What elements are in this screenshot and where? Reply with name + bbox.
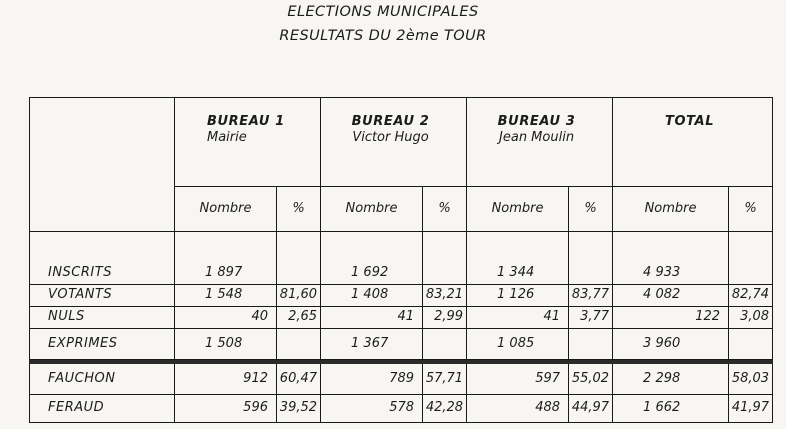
cell-value: 122 <box>613 307 729 329</box>
table-row-nuls <box>30 307 773 329</box>
bureau-2-name: BUREAU 2 <box>351 114 430 129</box>
cell-value: 1 692 <box>321 232 423 285</box>
bureau-3-place: Jean Moulin <box>499 130 575 146</box>
cell-pct: 44,97 <box>569 395 613 423</box>
cell-pct <box>423 232 467 285</box>
cell-value: 4 933 <box>613 232 729 285</box>
bureau-2-header <box>321 98 467 187</box>
cell-pct <box>423 329 467 360</box>
bureau-3-header <box>467 98 613 187</box>
cell-pct <box>569 232 613 285</box>
cell-pct: 83,21 <box>423 285 467 307</box>
cell-value: 597 <box>467 364 569 395</box>
bureau-2-place: Victor Hugo <box>352 130 429 146</box>
cell-value: 596 <box>175 395 277 423</box>
col-nombre-2: Nombre <box>321 187 423 232</box>
cell-pct: 81,60 <box>277 285 321 307</box>
cell-pct: 57,71 <box>423 364 467 395</box>
table-row-feraud <box>30 395 773 423</box>
total-header <box>613 98 773 187</box>
cell-value: 41 <box>467 307 569 329</box>
cell-pct <box>277 329 321 360</box>
cell-value: 1 344 <box>467 232 569 285</box>
cell-pct: 3,08 <box>729 307 773 329</box>
row-label: VOTANTS <box>30 285 175 307</box>
col-nombre-3: Nombre <box>467 187 569 232</box>
cell-value: 1 126 <box>467 285 569 307</box>
total-name: TOTAL <box>664 114 715 129</box>
col-nombre-1: Nombre <box>175 187 277 232</box>
cell-value: 41 <box>321 307 423 329</box>
cell-pct <box>277 232 321 285</box>
row-label: NULS <box>30 307 175 329</box>
cell-pct: 83,77 <box>569 285 613 307</box>
cell-pct <box>729 232 773 285</box>
cell-value: 578 <box>321 395 423 423</box>
row-label: INSCRITS <box>30 232 175 285</box>
bureau-3-name: BUREAU 3 <box>497 114 576 129</box>
cell-value: 3 960 <box>613 329 729 360</box>
cell-value: 1 548 <box>175 285 277 307</box>
cell-pct: 2,65 <box>277 307 321 329</box>
cell-value: 789 <box>321 364 423 395</box>
cell-pct: 2,99 <box>423 307 467 329</box>
cell-value: 40 <box>175 307 277 329</box>
table-row-exprimes <box>30 329 773 360</box>
bureau-1-place: Mairie <box>207 130 247 146</box>
cell-value: 1 085 <box>467 329 569 360</box>
cell-pct: 58,03 <box>729 364 773 395</box>
table-row-fauchon <box>30 364 773 395</box>
col-pct-3: % <box>569 187 613 232</box>
table-row-votants <box>30 285 773 307</box>
cell-pct: 41,97 <box>729 395 773 423</box>
row-label: EXPRIMES <box>30 329 175 360</box>
header-corner-cell <box>30 98 175 232</box>
cell-pct: 3,77 <box>569 307 613 329</box>
cell-value: 488 <box>467 395 569 423</box>
cell-value: 1 367 <box>321 329 423 360</box>
col-nombre-total: Nombre <box>613 187 729 232</box>
cell-pct <box>729 329 773 360</box>
cell-value: 1 508 <box>175 329 277 360</box>
results-table <box>29 97 773 423</box>
cell-pct: 42,28 <box>423 395 467 423</box>
cell-value: 2 298 <box>613 364 729 395</box>
table-row-inscrits <box>30 232 773 285</box>
bureau-1-header <box>175 98 321 187</box>
cell-pct <box>569 329 613 360</box>
cell-pct: 55,02 <box>569 364 613 395</box>
row-label: FERAUD <box>30 395 175 423</box>
bureau-1-name: BUREAU 1 <box>207 114 285 129</box>
cell-value: 1 662 <box>613 395 729 423</box>
header-row-bureaux <box>30 98 773 187</box>
document-title: ELECTIONS MUNICIPALES <box>287 4 479 20</box>
cell-pct: 39,52 <box>277 395 321 423</box>
col-pct-2: % <box>423 187 467 232</box>
document-subtitle: RESULTATS DU 2ème TOUR <box>279 28 487 44</box>
cell-value: 1 897 <box>175 232 277 285</box>
col-pct-1: % <box>277 187 321 232</box>
cell-value: 912 <box>175 364 277 395</box>
row-label: FAUCHON <box>30 364 175 395</box>
cell-value: 4 082 <box>613 285 729 307</box>
col-pct-total: % <box>729 187 773 232</box>
cell-pct: 60,47 <box>277 364 321 395</box>
cell-pct: 82,74 <box>729 285 773 307</box>
cell-value: 1 408 <box>321 285 423 307</box>
